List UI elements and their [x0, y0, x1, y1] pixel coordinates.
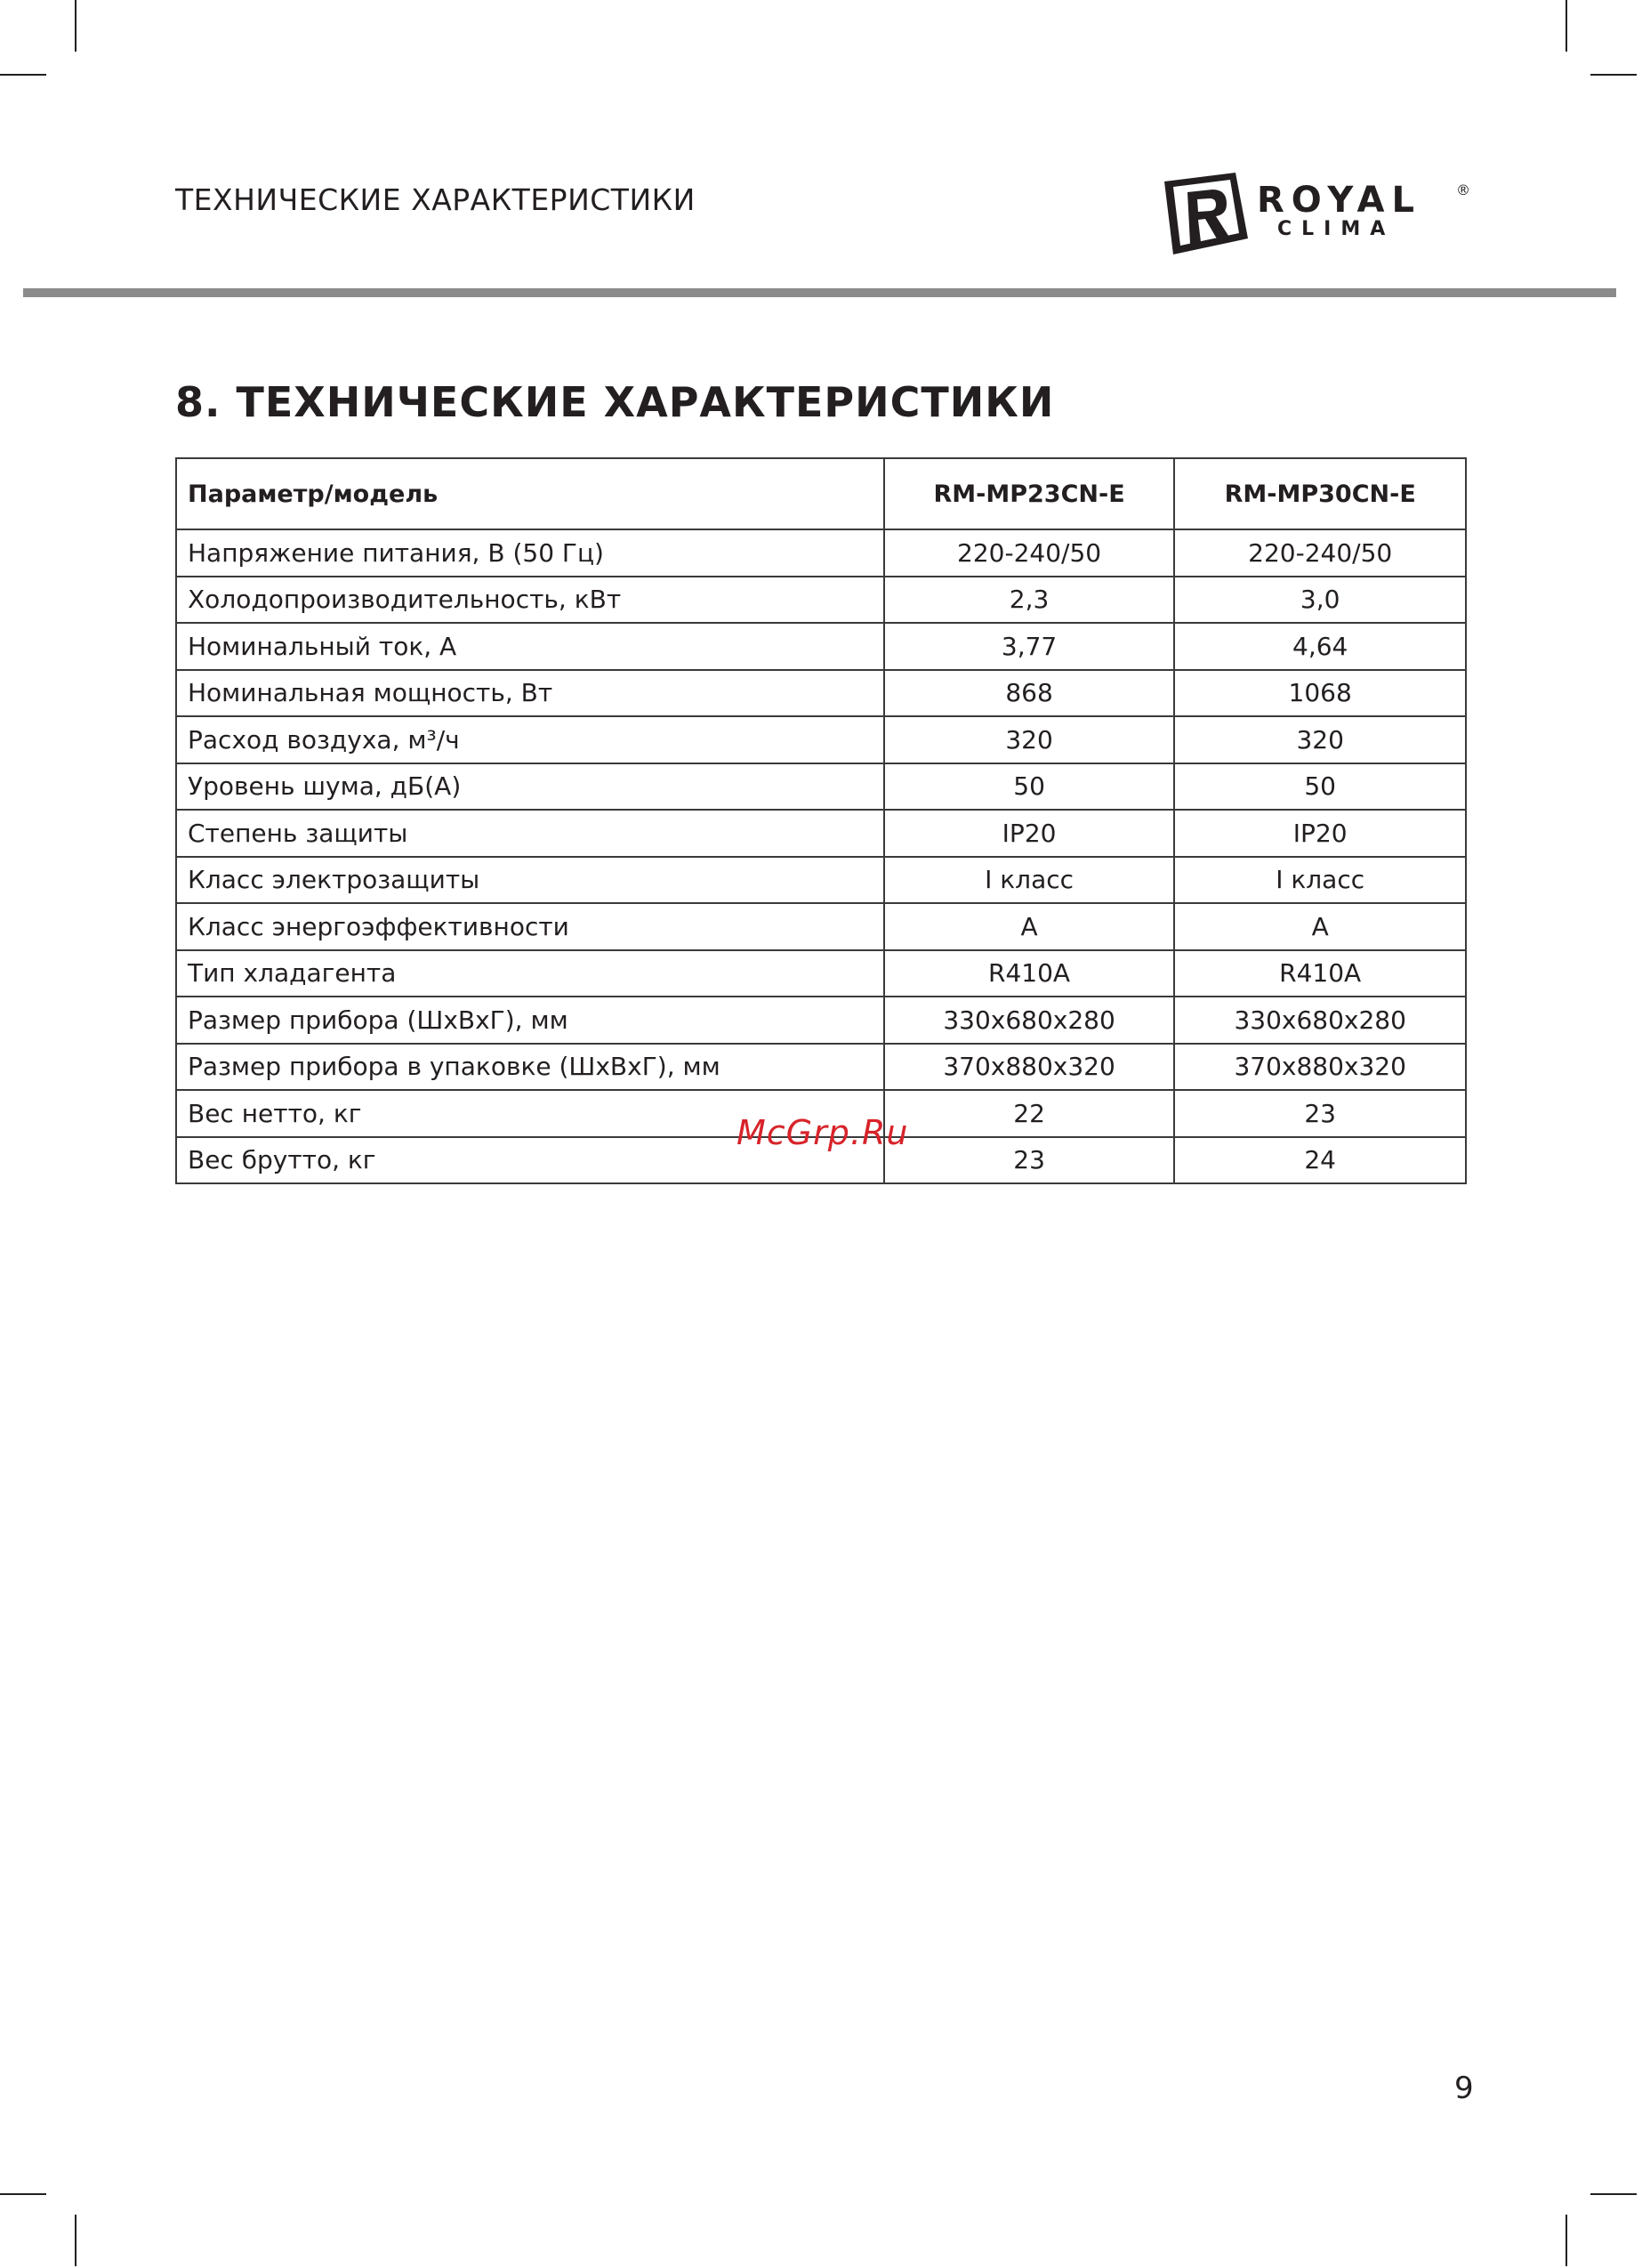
- specifications-table: [175, 457, 1467, 1184]
- table-header-row: [176, 458, 1466, 529]
- column-header-model-2: RM-MP30CN-E: [1174, 458, 1466, 529]
- row-value-model-2: 23: [1174, 1090, 1466, 1137]
- royal-clima-emblem-icon: [1161, 173, 1250, 254]
- column-header-model-1: RM-MP23CN-E: [884, 458, 1175, 529]
- row-value-model-1: 220-240/50: [884, 529, 1175, 577]
- row-label: Размер прибора в упаковке (ШхВхГ), мм: [176, 1044, 884, 1091]
- header-divider: [23, 288, 1616, 297]
- crop-mark: [0, 74, 46, 76]
- row-value-model-2: 370x880x320: [1174, 1044, 1466, 1091]
- table-row: [176, 950, 1466, 997]
- brand-name-clima: CLIMA: [1277, 218, 1396, 240]
- table-row: [176, 763, 1466, 811]
- row-label: Степень защиты: [176, 810, 884, 857]
- crop-mark: [75, 2215, 76, 2266]
- table-row: [176, 810, 1466, 857]
- row-value-model-2: 320: [1174, 716, 1466, 763]
- crop-mark: [1590, 2193, 1637, 2195]
- row-label: Номинальная мощность, Вт: [176, 670, 884, 717]
- table-row: [176, 857, 1466, 904]
- crop-mark: [75, 0, 76, 52]
- crop-mark: [1590, 74, 1637, 76]
- row-label: Расход воздуха, м³/ч: [176, 716, 884, 763]
- table-row: [176, 716, 1466, 763]
- row-value-model-2: IP20: [1174, 810, 1466, 857]
- crop-mark: [0, 2193, 46, 2195]
- brand-logo: [1161, 169, 1470, 258]
- row-value-model-2: A: [1174, 903, 1466, 950]
- page-number: 9: [1454, 2070, 1474, 2106]
- row-value-model-1: IP20: [884, 810, 1175, 857]
- row-value-model-1: 23: [884, 1137, 1175, 1184]
- column-header-parameter: Параметр/модель: [176, 458, 884, 529]
- row-value-model-1: 50: [884, 763, 1175, 811]
- row-label: Вес нетто, кг: [176, 1090, 884, 1137]
- table-row: [176, 529, 1466, 577]
- row-label: Класс энергоэффективности: [176, 903, 884, 950]
- table-row: [176, 903, 1466, 950]
- row-value-model-1: A: [884, 903, 1175, 950]
- table-row: [176, 997, 1466, 1044]
- row-label: Тип хладагента: [176, 950, 884, 997]
- row-value-model-2: 50: [1174, 763, 1466, 811]
- row-value-model-1: R410A: [884, 950, 1175, 997]
- table-row: [176, 577, 1466, 624]
- brand-name-royal: ROYAL: [1257, 180, 1421, 221]
- row-value-model-2: R410A: [1174, 950, 1466, 997]
- section-title: 8. ТЕХНИЧЕСКИЕ ХАРАКТЕРИСТИКИ: [175, 378, 1055, 426]
- row-label: Вес брутто, кг: [176, 1137, 884, 1184]
- row-value-model-2: 4,64: [1174, 623, 1466, 670]
- registered-mark: ®: [1456, 182, 1470, 198]
- crop-mark: [1566, 0, 1567, 52]
- row-label: Класс электрозащиты: [176, 857, 884, 904]
- running-header-title: ТЕХНИЧЕСКИЕ ХАРАКТЕРИСТИКИ: [175, 182, 696, 217]
- row-label: Уровень шума, дБ(А): [176, 763, 884, 811]
- table-row: [176, 1044, 1466, 1091]
- crop-mark: [1566, 2215, 1567, 2266]
- row-label: Размер прибора (ШхВхГ), мм: [176, 997, 884, 1044]
- table-row: [176, 670, 1466, 717]
- watermark-link[interactable]: McGrp.Ru: [736, 1113, 909, 1152]
- row-label: Напряжение питания, В (50 Гц): [176, 529, 884, 577]
- row-label: Номинальный ток, А: [176, 623, 884, 670]
- row-value-model-2: I класс: [1174, 857, 1466, 904]
- row-value-model-2: 1068: [1174, 670, 1466, 717]
- row-value-model-2: 24: [1174, 1137, 1466, 1184]
- table-row: [176, 623, 1466, 670]
- row-value-model-2: 330x680x280: [1174, 997, 1466, 1044]
- row-value-model-1: 320: [884, 716, 1175, 763]
- row-label: Холодопроизводительность, кВт: [176, 577, 884, 624]
- row-value-model-1: 330x680x280: [884, 997, 1175, 1044]
- row-value-model-1: 370x880x320: [884, 1044, 1175, 1091]
- row-value-model-1: 868: [884, 670, 1175, 717]
- row-value-model-1: 22: [884, 1090, 1175, 1137]
- row-value-model-1: 3,77: [884, 623, 1175, 670]
- row-value-model-1: I класс: [884, 857, 1175, 904]
- row-value-model-2: 220-240/50: [1174, 529, 1466, 577]
- row-value-model-2: 3,0: [1174, 577, 1466, 624]
- row-value-model-1: 2,3: [884, 577, 1175, 624]
